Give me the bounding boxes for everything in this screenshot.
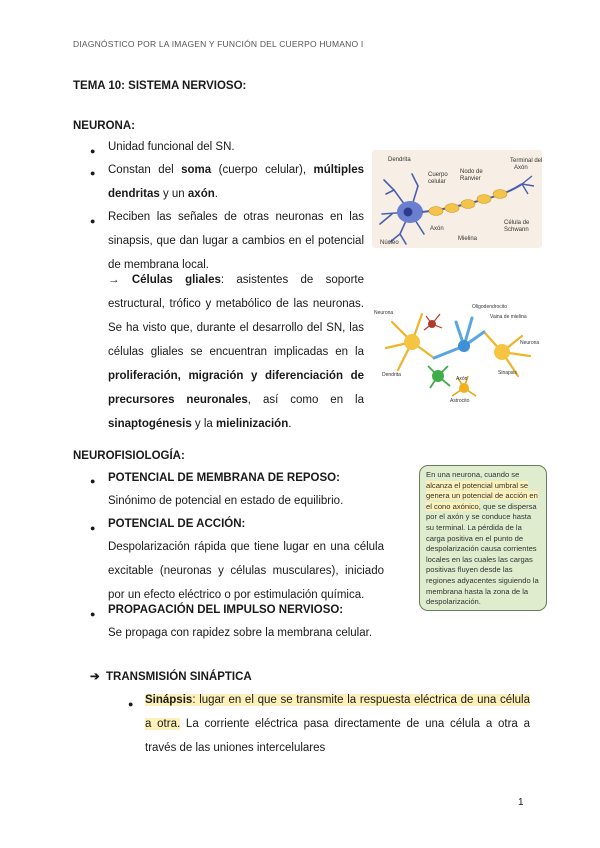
neuron-diagram xyxy=(372,150,542,248)
label-nodo: Nodo de xyxy=(460,169,483,175)
arrow-right-icon: ➔ xyxy=(90,671,100,683)
label-axon-terminal: Axón xyxy=(514,165,528,171)
label-terminal: Terminal del xyxy=(510,158,542,164)
bullet-icon: ● xyxy=(90,216,96,226)
oligodendrocyte-shape xyxy=(458,340,470,352)
label-dendrita: Dendrita xyxy=(388,157,411,163)
label-ranvier: Ranvier xyxy=(460,176,481,182)
bullet-icon: ● xyxy=(90,523,96,533)
reposo-title: POTENCIAL DE MEMBRANA DE REPOSO: xyxy=(108,472,340,484)
propagacion-text: Se propaga con rapidez sobre la membrana celular. xyxy=(108,627,373,639)
green-cell-shape xyxy=(432,370,444,382)
neurona-bullet-1: Unidad funcional del SN. xyxy=(108,141,235,153)
bullet-icon: ● xyxy=(90,168,96,178)
label-neurona-right: Neurona xyxy=(520,340,540,346)
neuron-left-shape xyxy=(404,334,420,350)
label-cuerpo: Cuerpo xyxy=(428,172,448,178)
label-sinapsis: Sinapsis xyxy=(498,370,517,376)
topic-title: TEMA 10: SISTEMA NERVIOSO: xyxy=(73,80,247,92)
astrocyte-shape xyxy=(459,383,469,393)
accion-text: Despolarización rápida que tiene lugar en una célula excitable (neuronas y células musculares), iniciado por un efecto eléctrico o por estimulación química. xyxy=(108,541,384,601)
accion-title: POTENCIAL DE ACCIÓN: xyxy=(108,518,246,530)
label-vaina-mielina: Vaina de mielina xyxy=(490,314,527,320)
glial-cells-diagram xyxy=(372,292,542,407)
label-axon: Axón xyxy=(456,376,468,382)
label-nucleo: Núcleo xyxy=(380,240,399,246)
bullet-icon: ● xyxy=(90,609,96,619)
label-mielina: Mielina xyxy=(458,236,478,242)
label-axon: Axón xyxy=(430,226,444,232)
neurona-bullet-2: Constan del soma (cuerpo celular), múltiples dendritas y un axón. xyxy=(108,164,364,200)
transmision-title: ➔ TRANSMISIÓN SINÁPTICA xyxy=(90,671,252,683)
label-schwann: Schwann xyxy=(504,227,529,233)
label-celula-de: Célula de xyxy=(504,220,530,226)
neurona-heading: NEURONA: xyxy=(73,120,135,132)
bullet-icon: ● xyxy=(90,476,96,486)
propagacion-title: PROPAGACIÓN DEL IMPULSO NERVIOSO: xyxy=(108,604,344,616)
bullet-icon: ● xyxy=(90,146,96,156)
sinapsis-paragraph: Sinápsis: lugar en el que se transmite la respuesta eléctrica de una célula a otra. La corriente eléctrica pasa directamente de una célula a otra a través de las uniones intercelulares xyxy=(145,694,530,754)
neuron-right-shape xyxy=(494,344,510,360)
label-dendrita: Dendrita xyxy=(382,372,401,378)
gliales-paragraph: → Células gliales: asistentes de soporte estructural, trófico y metabólico de las neuronas. Se ha visto que, durante el desarrollo del SN, las células gliales se encuentran implicadas en la proliferación, migración y diferenciación de precursores neuronales, así como en la sinaptogénesis y la mielinización. xyxy=(108,274,365,430)
bullet-icon: ● xyxy=(128,699,134,709)
label-astrocito: Astrocito xyxy=(450,398,470,404)
running-header: DIAGNÓSTICO POR LA IMAGEN Y FUNCIÓN DEL CUERPO HUMANO I xyxy=(73,39,364,49)
neurona-bullet-3: Reciben las señales de otras neuronas en las sinapsis, que dan lugar a cambios en el potencial de membrana local. xyxy=(108,211,364,271)
neurofisiologia-heading: NEUROFISIOLOGÍA: xyxy=(73,450,185,462)
page-number: 1 xyxy=(518,797,524,808)
label-neurona-left: Neurona xyxy=(374,310,394,316)
label-oligodendrocito: Oligodendrocito xyxy=(472,304,508,310)
label-celular: celular xyxy=(428,179,446,185)
nucleus-shape xyxy=(404,208,413,217)
reposo-text: Sinónimo de potencial en estado de equilibrio. xyxy=(108,495,344,507)
microglia-shape xyxy=(428,320,436,328)
action-potential-callout: En una neurona, cuando se alcanza el potencial umbral se genera un potencial de acción en el cono axónico, que se dispersa por el axón y se conduce hasta su terminal. La pérdida de la carga positiva en el punto de despolarización causa corrientes locales en las cuales las cargas positivas fluyen desde las regiones adyacentes siguiendo la membrana hasta la zona de la despolarización. xyxy=(419,465,547,611)
